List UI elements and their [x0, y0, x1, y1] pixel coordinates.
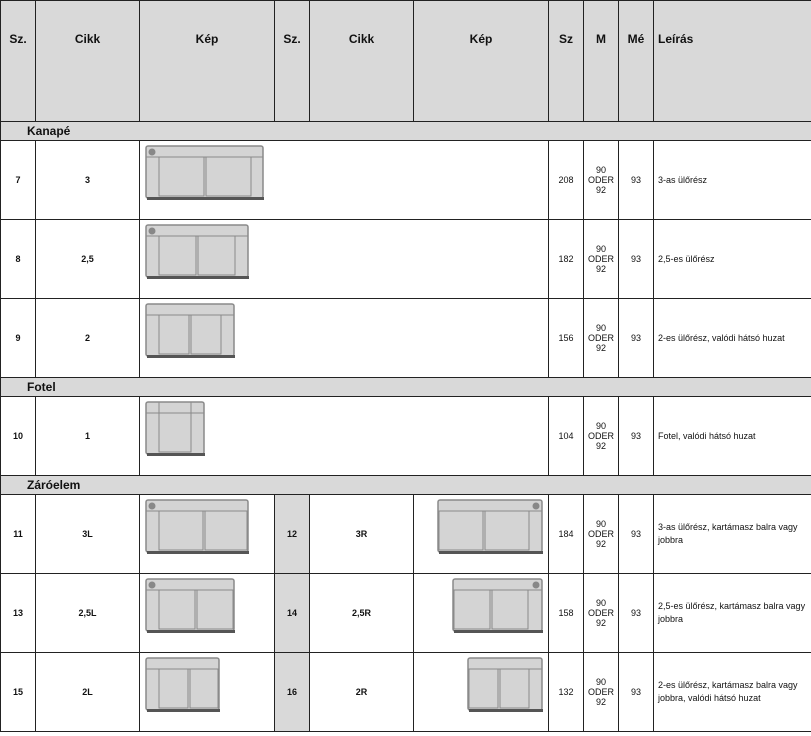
- product-image-cell: [140, 220, 549, 299]
- material-value-3: 92: [595, 441, 606, 451]
- size-value: 104: [549, 397, 584, 476]
- article-code-2: 3R: [310, 495, 414, 574]
- sofa-icon: [145, 145, 265, 201]
- material-value-2: ODER: [587, 333, 614, 343]
- table-row: [1, 653, 811, 732]
- table-row: [1, 220, 811, 299]
- material-value-2: ODER: [587, 175, 614, 185]
- armchair-icon: [145, 401, 207, 457]
- table-row: [1, 141, 811, 220]
- article-code: 3: [36, 141, 140, 220]
- depth-value: 93: [619, 397, 654, 476]
- material-cell: [584, 495, 619, 574]
- header-kep: Kép: [140, 1, 275, 122]
- size-value: 156: [549, 299, 584, 378]
- material-value-2: ODER: [587, 687, 614, 697]
- row-number: 8: [1, 220, 36, 299]
- header-row: [1, 1, 811, 122]
- material-value-1: 90: [595, 677, 606, 687]
- depth-value: 93: [619, 141, 654, 220]
- material-cell: [584, 299, 619, 378]
- sofa-with-left-armrest-icon: [145, 499, 251, 555]
- article-code: 2: [36, 299, 140, 378]
- section-title-fotel: Fotel: [1, 378, 811, 397]
- header-sz-2: Sz.: [275, 1, 310, 122]
- section-row-fotel: [1, 378, 811, 397]
- row-number: 7: [1, 141, 36, 220]
- size-value: 182: [549, 220, 584, 299]
- size-value: 132: [549, 653, 584, 732]
- sofa-with-left-armrest-icon: [145, 578, 237, 634]
- table-row: [1, 574, 811, 653]
- material-value-2: ODER: [587, 529, 614, 539]
- description: 2,5-es ülőrész, kartámasz balra vagy jobbra: [654, 574, 811, 653]
- article-code: 2L: [36, 653, 140, 732]
- material-value-1: 90: [595, 519, 606, 529]
- depth-value: 93: [619, 299, 654, 378]
- table-row: [1, 495, 811, 574]
- row-number: 9: [1, 299, 36, 378]
- header-m: M: [584, 1, 619, 122]
- size-value: 158: [549, 574, 584, 653]
- depth-value: 93: [619, 495, 654, 574]
- sofa-with-right-armrest-icon: [437, 499, 545, 555]
- material-cell: [584, 653, 619, 732]
- product-image-right: [414, 574, 549, 653]
- row-number: 15: [1, 653, 36, 732]
- sofa-with-right-armrest-icon: [452, 578, 545, 634]
- material-value-1: 90: [595, 165, 606, 175]
- header-cikk-2: Cikk: [310, 1, 414, 122]
- product-image-cell: [140, 299, 549, 378]
- material-value-1: 90: [595, 421, 606, 431]
- sofa-with-left-armrest-icon: [145, 657, 222, 713]
- material-value-2: ODER: [587, 254, 614, 264]
- article-code-2: 2,5R: [310, 574, 414, 653]
- material-cell: [584, 397, 619, 476]
- row-number-2: 16: [275, 653, 310, 732]
- sofa-icon: [145, 224, 251, 280]
- article-code: 1: [36, 397, 140, 476]
- product-image-cell: [140, 397, 549, 476]
- material-cell: [584, 141, 619, 220]
- table-row: [1, 299, 811, 378]
- article-code-2: 2R: [310, 653, 414, 732]
- table-row: [1, 397, 811, 476]
- material-value-1: 90: [595, 323, 606, 333]
- sofa-icon: [145, 303, 237, 359]
- material-value-3: 92: [595, 343, 606, 353]
- description: Fotel, valódi hátsó huzat: [654, 397, 811, 476]
- section-title-zaroelem: Záróelem: [1, 476, 811, 495]
- size-value: 208: [549, 141, 584, 220]
- sofa-with-right-armrest-icon: [467, 657, 545, 713]
- material-value-3: 92: [595, 618, 606, 628]
- header-leiras: Leírás: [654, 1, 811, 122]
- row-number: 11: [1, 495, 36, 574]
- material-value-1: 90: [595, 244, 606, 254]
- description: 2-es ülőrész, kartámasz balra vagy jobbra, valódi hátsó huzat: [654, 653, 811, 732]
- section-title-kanape: Kanapé: [1, 122, 811, 141]
- article-code: 2,5: [36, 220, 140, 299]
- material-value-3: 92: [595, 185, 606, 195]
- material-value-3: 92: [595, 264, 606, 274]
- section-row-zaroelem: [1, 476, 811, 495]
- material-value-1: 90: [595, 598, 606, 608]
- row-number-2: 12: [275, 495, 310, 574]
- product-image-cell: [140, 141, 549, 220]
- description: 2,5-es ülőrész: [654, 220, 811, 299]
- material-value-3: 92: [595, 539, 606, 549]
- header-me: Mé: [619, 1, 654, 122]
- article-code: 3L: [36, 495, 140, 574]
- material-value-2: ODER: [587, 431, 614, 441]
- depth-value: 93: [619, 574, 654, 653]
- row-number: 13: [1, 574, 36, 653]
- depth-value: 93: [619, 220, 654, 299]
- product-image-left: [140, 495, 275, 574]
- material-value-3: 92: [595, 697, 606, 707]
- description: 3-as ülőrész, kartámasz balra vagy jobbra: [654, 495, 811, 574]
- header-size: Sz: [549, 1, 584, 122]
- row-number: 10: [1, 397, 36, 476]
- row-number-2: 14: [275, 574, 310, 653]
- description: 2-es ülőrész, valódi hátsó huzat: [654, 299, 811, 378]
- header-kep-2: Kép: [414, 1, 549, 122]
- material-cell: [584, 220, 619, 299]
- header-cikk: Cikk: [36, 1, 140, 122]
- material-cell: [584, 574, 619, 653]
- article-code: 2,5L: [36, 574, 140, 653]
- description: 3-as ülőrész: [654, 141, 811, 220]
- product-image-left: [140, 653, 275, 732]
- material-value-2: ODER: [587, 608, 614, 618]
- product-image-right: [414, 495, 549, 574]
- depth-value: 93: [619, 653, 654, 732]
- section-row-kanape: [1, 122, 811, 141]
- product-image-left: [140, 574, 275, 653]
- header-sz: Sz.: [1, 1, 36, 122]
- size-value: 184: [549, 495, 584, 574]
- product-image-right: [414, 653, 549, 732]
